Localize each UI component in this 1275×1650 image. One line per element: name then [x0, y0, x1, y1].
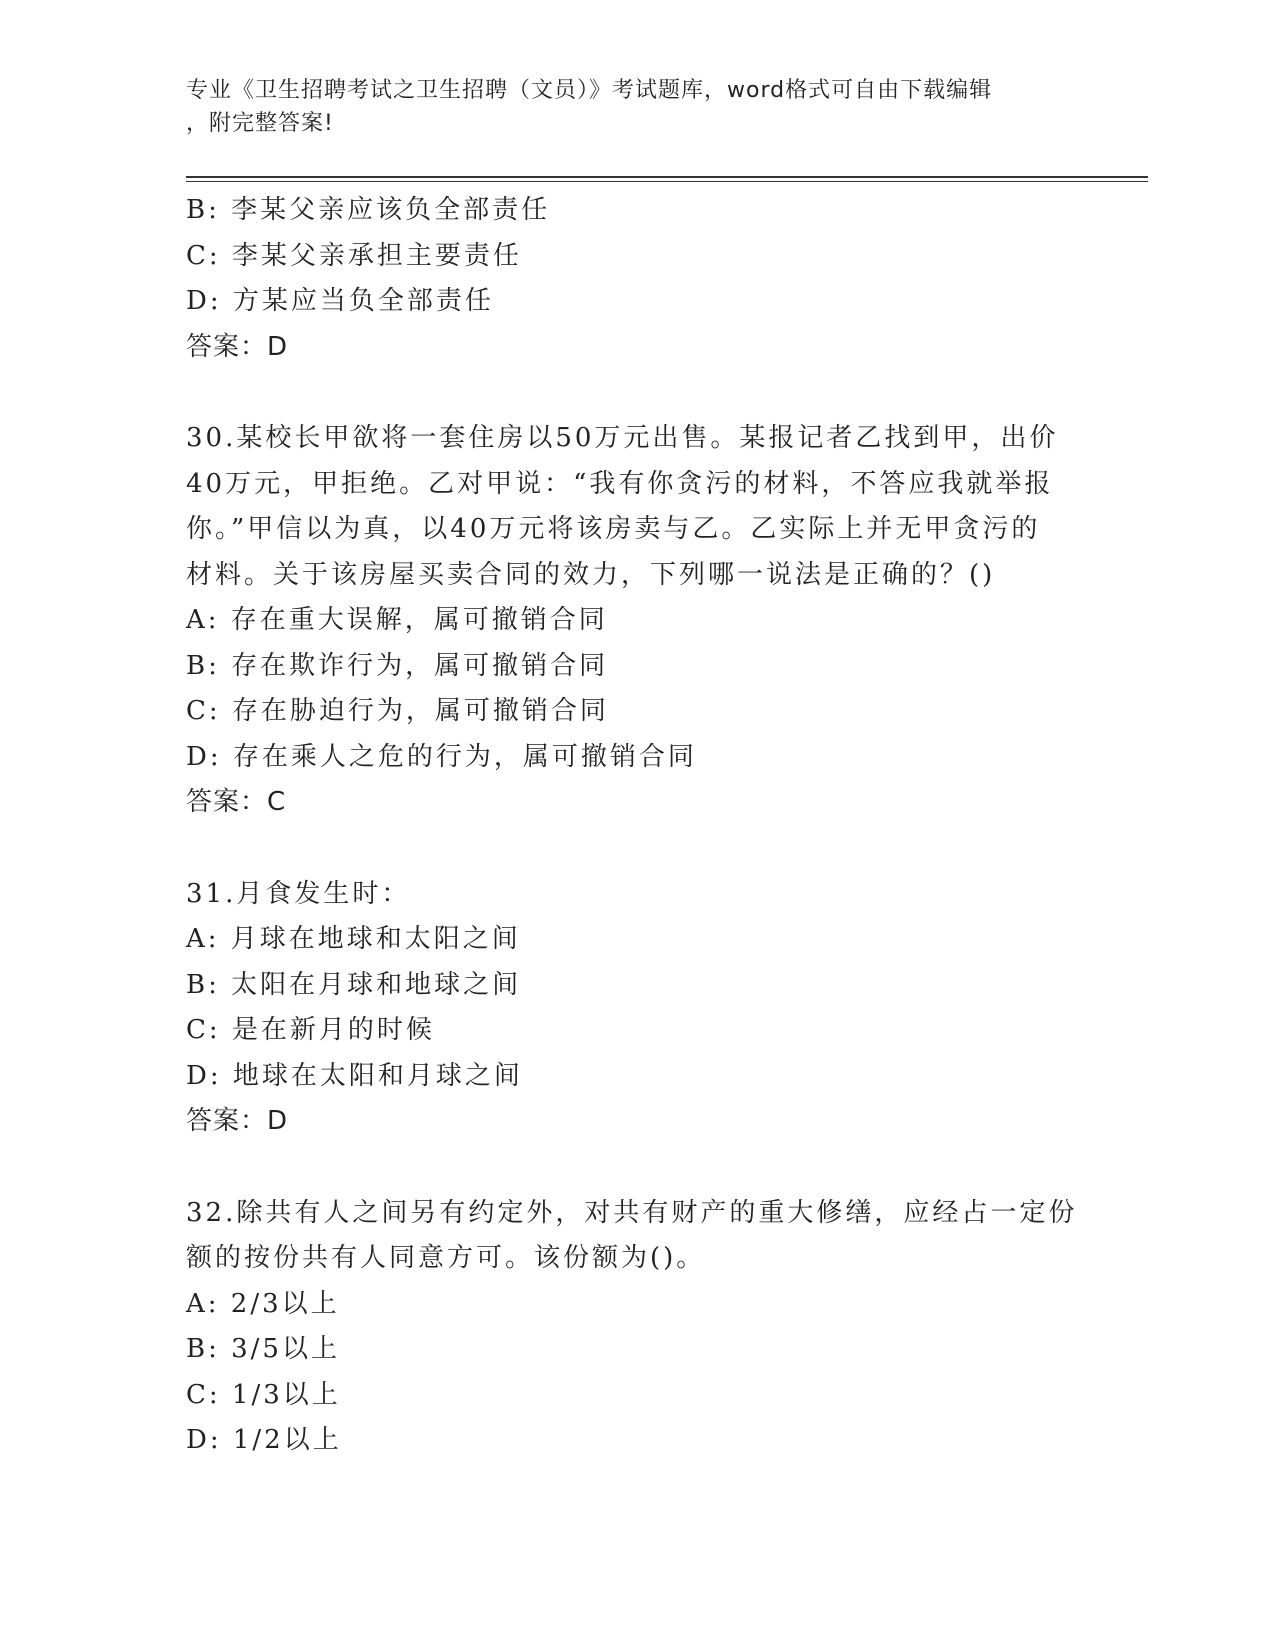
option-c: C: 李某父亲承担主要责任: [186, 240, 522, 271]
option-a: A: 2/3以上: [186, 1288, 340, 1319]
option-a: A: 存在重大误解，属可撤销合同: [186, 605, 608, 635]
option-d: D: 1/2以上: [186, 1425, 342, 1455]
page-header: [186, 74, 1086, 140]
option-d: D: 方某应当负全部责任: [186, 286, 494, 316]
option-c: C: 是在新月的时候: [186, 1015, 435, 1045]
question-text-line: 你。”甲信以为真，以40万元将该房卖与乙。乙实际上并无甲贪污的: [186, 514, 1041, 544]
header-divider-thin: [186, 181, 1148, 182]
header-line-2: ，附完整答案!: [186, 111, 334, 136]
question-32: [186, 1191, 1086, 1464]
answer: 答案：C: [186, 787, 287, 817]
option-d: D: 存在乘人之危的行为，属可撤销合同: [186, 741, 697, 772]
question-text-line: 32.除共有人之间另有约定外，对共有财产的重大修缮，应经占一定份: [186, 1197, 1078, 1228]
option-d: D: 地球在太阳和月球之间: [186, 1060, 523, 1091]
option-c: C: 存在胁迫行为，属可撤销合同: [186, 696, 609, 726]
document-body: [186, 188, 1086, 1464]
question-31: [186, 872, 1086, 1145]
question-text-line: 31.月食发生时：: [186, 878, 411, 909]
question-text-line: 30.某校长甲欲将一套住房以50万元出售。某报记者乙找到甲，出价: [186, 423, 1059, 453]
option-c: C: 1/3以上: [186, 1379, 341, 1410]
answer: 答案：D: [186, 1106, 289, 1136]
question-30: [186, 416, 1086, 826]
question-text-line: 额的按份共有人同意方可。该份额为()。: [186, 1243, 706, 1273]
option-b: B: 李某父亲应该负全部责任: [186, 195, 551, 225]
header-divider: [186, 176, 1148, 178]
header-line-1: 专业《卫生招聘考试之卫生招聘（文员）》考试题库，word格式可自由下载编辑: [186, 78, 993, 103]
option-b: B: 太阳在月球和地球之间: [186, 969, 522, 1000]
answer: 答案：D: [186, 331, 289, 362]
question-29: [186, 188, 1086, 370]
question-text-line: 材料。关于该房屋买卖合同的效力，下列哪一说法是正确的？(): [186, 559, 996, 590]
option-b: B: 存在欺诈行为，属可撤销合同: [186, 650, 609, 681]
question-text-line: 40万元，甲拒绝。乙对甲说：“我有你贪污的材料，不答应我就举报: [186, 468, 1054, 499]
option-a: A: 月球在地球和太阳之间: [186, 924, 521, 954]
option-b: B: 3/5以上: [186, 1334, 340, 1364]
